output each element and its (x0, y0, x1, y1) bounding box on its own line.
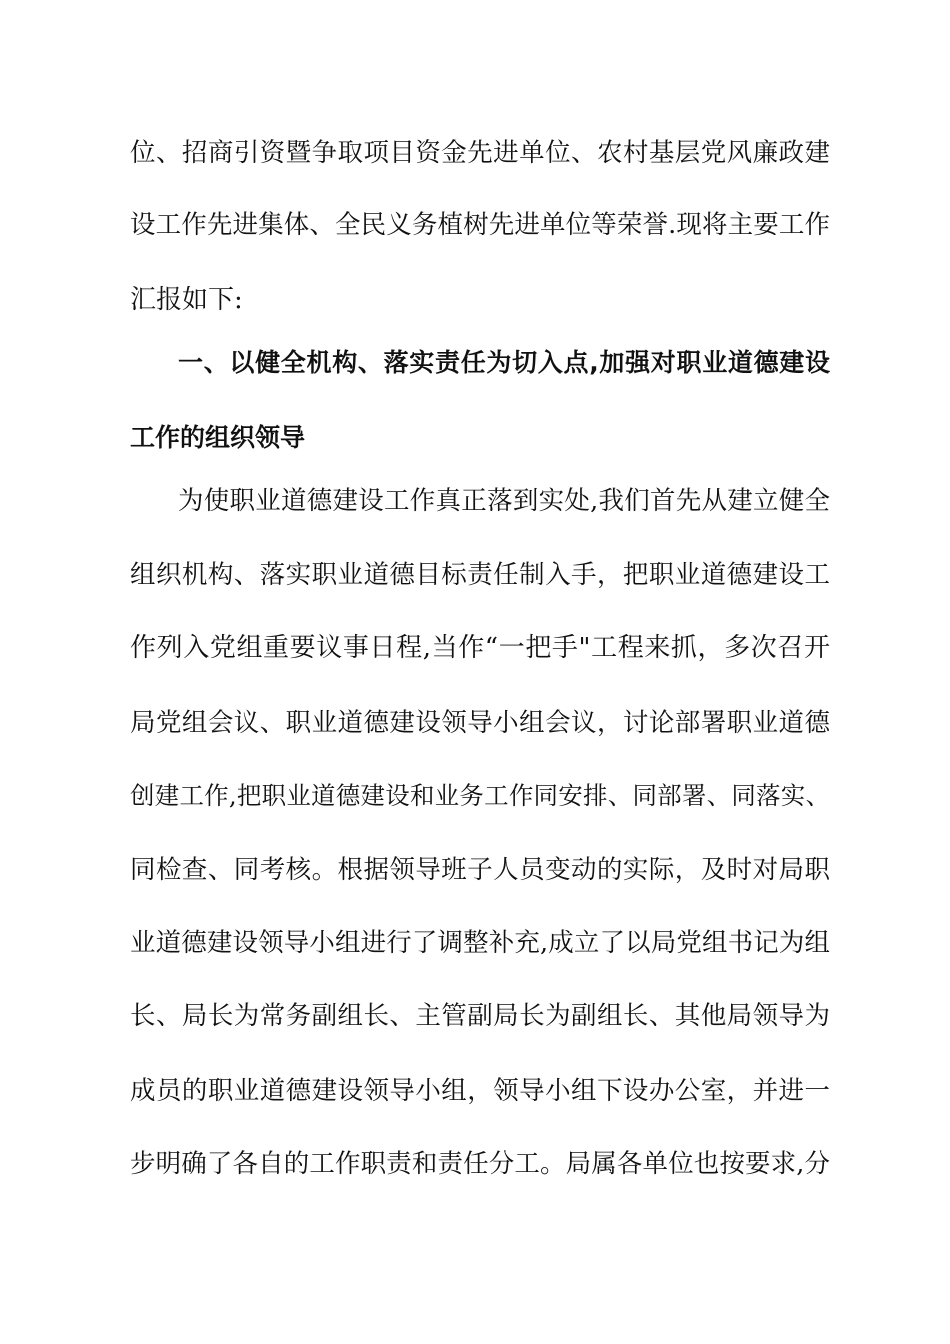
body-text-line: 业道德建设领导小组进行了调整补充,成立了以局党组书记为组 (130, 928, 830, 958)
body-text-line: 设工作先进集体、全民义务植树先进单位等荣誉.现将主要工作 (130, 210, 830, 240)
body-text-line: 汇报如下: (130, 285, 243, 315)
body-text-line: 同检查、同考核。根据领导班子人员变动的实际，及时对局职 (130, 855, 830, 885)
body-text-line: 长、局长为常务副组长、主管副局长为副组长、其他局领导为 (130, 1001, 830, 1031)
body-text-line: 局党组会议、职业道德建设领导小组会议，讨论部署职业道德 (130, 708, 830, 738)
body-text-line: 作列入党组重要议事日程,当作“一把手"工程来抓，多次召开 (130, 633, 830, 663)
body-text-line: 组织机构、落实职业道德目标责任制入手，把职业道德建设工 (130, 560, 830, 590)
section-heading-continued: 工作的组织领导 (130, 423, 306, 452)
paragraph-first-line: 为使职业道德建设工作真正落到实处,我们首先从建立健全 (178, 486, 830, 516)
body-text-line: 成员的职业道德建设领导小组，领导小组下设办公室，并进一 (130, 1076, 830, 1106)
body-text-line: 步明确了各自的工作职责和责任分工。局属各单位也按要求,分 (130, 1149, 830, 1179)
body-text-line: 位、招商引资暨争取项目资金先进单位、农村基层党风廉政建 (130, 138, 830, 168)
section-heading: 一、以健全机构、落实责任为切入点,加强对职业道德建设 (178, 348, 830, 377)
body-text-line: 创建工作,把职业道德建设和业务工作同安排、同部署、同落实、 (130, 781, 830, 810)
